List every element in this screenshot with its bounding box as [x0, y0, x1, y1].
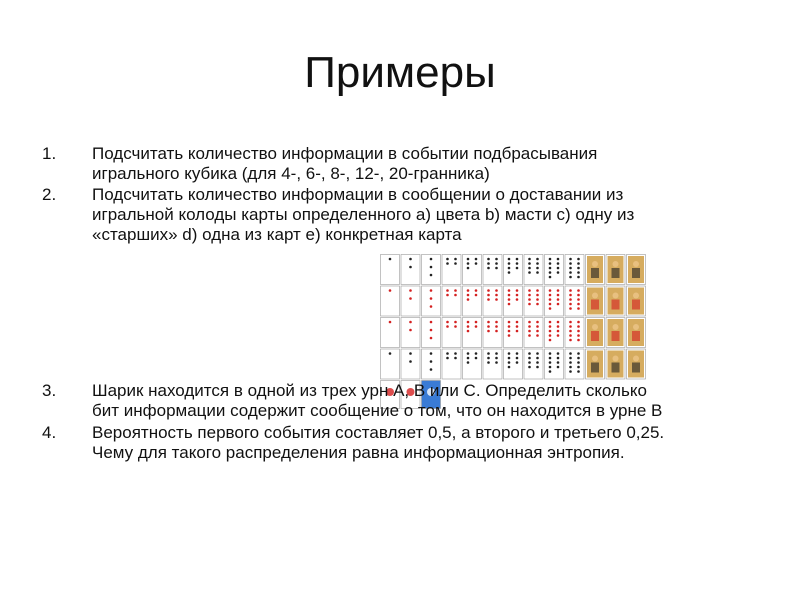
playing-card [504, 286, 523, 316]
playing-card [381, 349, 400, 379]
playing-card [545, 286, 564, 316]
playing-card [422, 349, 441, 379]
list-text: Вероятность первого события составляет 0,5, а второго и третьего 0,25. Чему для такого распределения равна информационная энтропия. [92, 423, 665, 462]
playing-card [442, 286, 461, 316]
playing-card [545, 349, 564, 379]
playing-card [381, 286, 400, 316]
playing-card [422, 318, 441, 348]
playing-card [627, 318, 646, 348]
playing-card [586, 255, 605, 285]
playing-card [627, 255, 646, 285]
playing-card [463, 255, 482, 285]
playing-card [565, 286, 584, 316]
playing-card [483, 318, 502, 348]
playing-card [381, 255, 400, 285]
playing-card [463, 286, 482, 316]
playing-card [381, 318, 400, 348]
playing-card [463, 349, 482, 379]
playing-card [442, 255, 461, 285]
playing-card [606, 318, 625, 348]
playing-card [627, 349, 646, 379]
playing-card [401, 255, 420, 285]
list-number: 1. [42, 144, 57, 163]
list-text: Подсчитать количество информации в сообщении о доставании из игральной колоды карты определенного a) цвета b) масти c) одну из «старших» d) одна из карт e) конкретная карта [92, 185, 635, 244]
playing-card [504, 255, 523, 285]
playing-card [422, 286, 441, 316]
playing-card [627, 286, 646, 316]
playing-card [442, 318, 461, 348]
playing-card [483, 286, 502, 316]
playing-card [524, 349, 543, 379]
playing-card [524, 318, 543, 348]
playing-card [442, 349, 461, 379]
playing-card [545, 318, 564, 348]
playing-card [401, 349, 420, 379]
playing-card [606, 255, 625, 285]
playing-card [524, 286, 543, 316]
playing-card [606, 349, 625, 379]
playing-card [401, 286, 420, 316]
playing-card [586, 318, 605, 348]
list-text: Шарик находится в одной из трех урн А, В или С. Определить сколько бит информации содержит сообщение о том, что он находится в урне В [92, 381, 663, 420]
playing-card [483, 255, 502, 285]
playing-card [401, 318, 420, 348]
playing-card [504, 318, 523, 348]
list-number: 4. [42, 423, 57, 442]
playing-card [565, 349, 584, 379]
playing-card [524, 255, 543, 285]
playing-card [483, 349, 502, 379]
list-number: 2. [42, 185, 57, 204]
playing-card [545, 255, 564, 285]
list-text: Подсчитать количество информации в событии подбрасывания игрального кубика (для 4-, 6-, 8-, 12-, 20-гранника) [92, 144, 598, 183]
playing-card [565, 255, 584, 285]
playing-card [606, 286, 625, 316]
list-number: 3. [42, 381, 57, 400]
playing-card [586, 349, 605, 379]
playing-card [586, 286, 605, 316]
playing-card [504, 349, 523, 379]
playing-card [463, 318, 482, 348]
playing-card [565, 318, 584, 348]
slide-title: Примеры [304, 48, 496, 97]
playing-card [422, 255, 441, 285]
